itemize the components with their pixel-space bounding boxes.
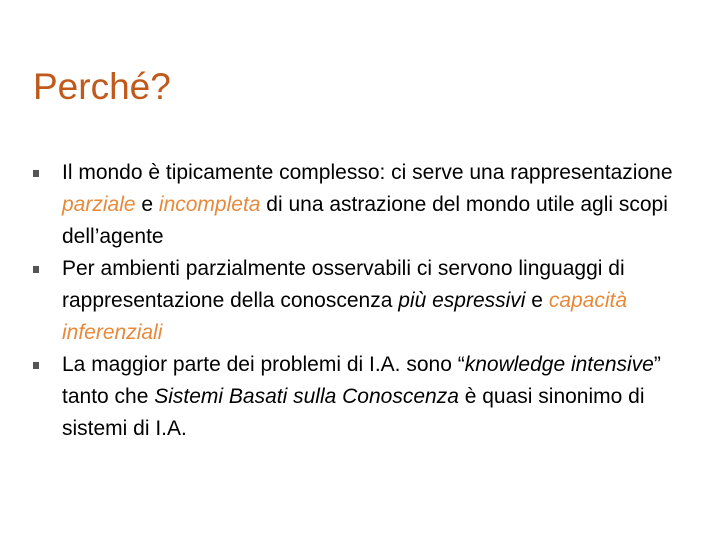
bullet-text-part: ” tanto che (62, 353, 661, 408)
bullet-text-part: Per ambienti parzialmente osservabili ci servono linguaggi di rappresentazione della conoscenza (62, 257, 625, 312)
italic-term: knowledge intensive (464, 353, 654, 376)
bullet-list (33, 157, 693, 445)
square-bullet-icon (33, 362, 39, 369)
bullet-item (33, 253, 693, 349)
bullet-text-part: La maggior parte dei problemi di I.A. sono “ (62, 353, 465, 376)
bullet-text-part: e (525, 289, 549, 312)
slide-title: Perché? (33, 66, 171, 107)
bullet-item (33, 157, 693, 253)
bullet-text-part: di una astrazione del mondo utile agli scopi dell’agente (62, 193, 668, 248)
italic-term: più espressivi (398, 289, 526, 312)
bullet-text-part: e (135, 193, 159, 216)
square-bullet-icon (33, 266, 39, 273)
highlighted-term: incompleta (158, 193, 261, 216)
bullet-text-part: Il mondo è tipicamente complesso: ci serve una rappresentazione (62, 161, 673, 184)
highlighted-term: parziale (62, 193, 136, 216)
highlighted-term: capacità inferenziali (62, 289, 628, 344)
bullet-text-part: è quasi sinonimo di sistemi di I.A. (62, 385, 645, 440)
square-bullet-icon (33, 170, 39, 177)
bullet-item (33, 349, 693, 445)
italic-term: Sistemi Basati sulla Conoscenza (154, 385, 459, 408)
